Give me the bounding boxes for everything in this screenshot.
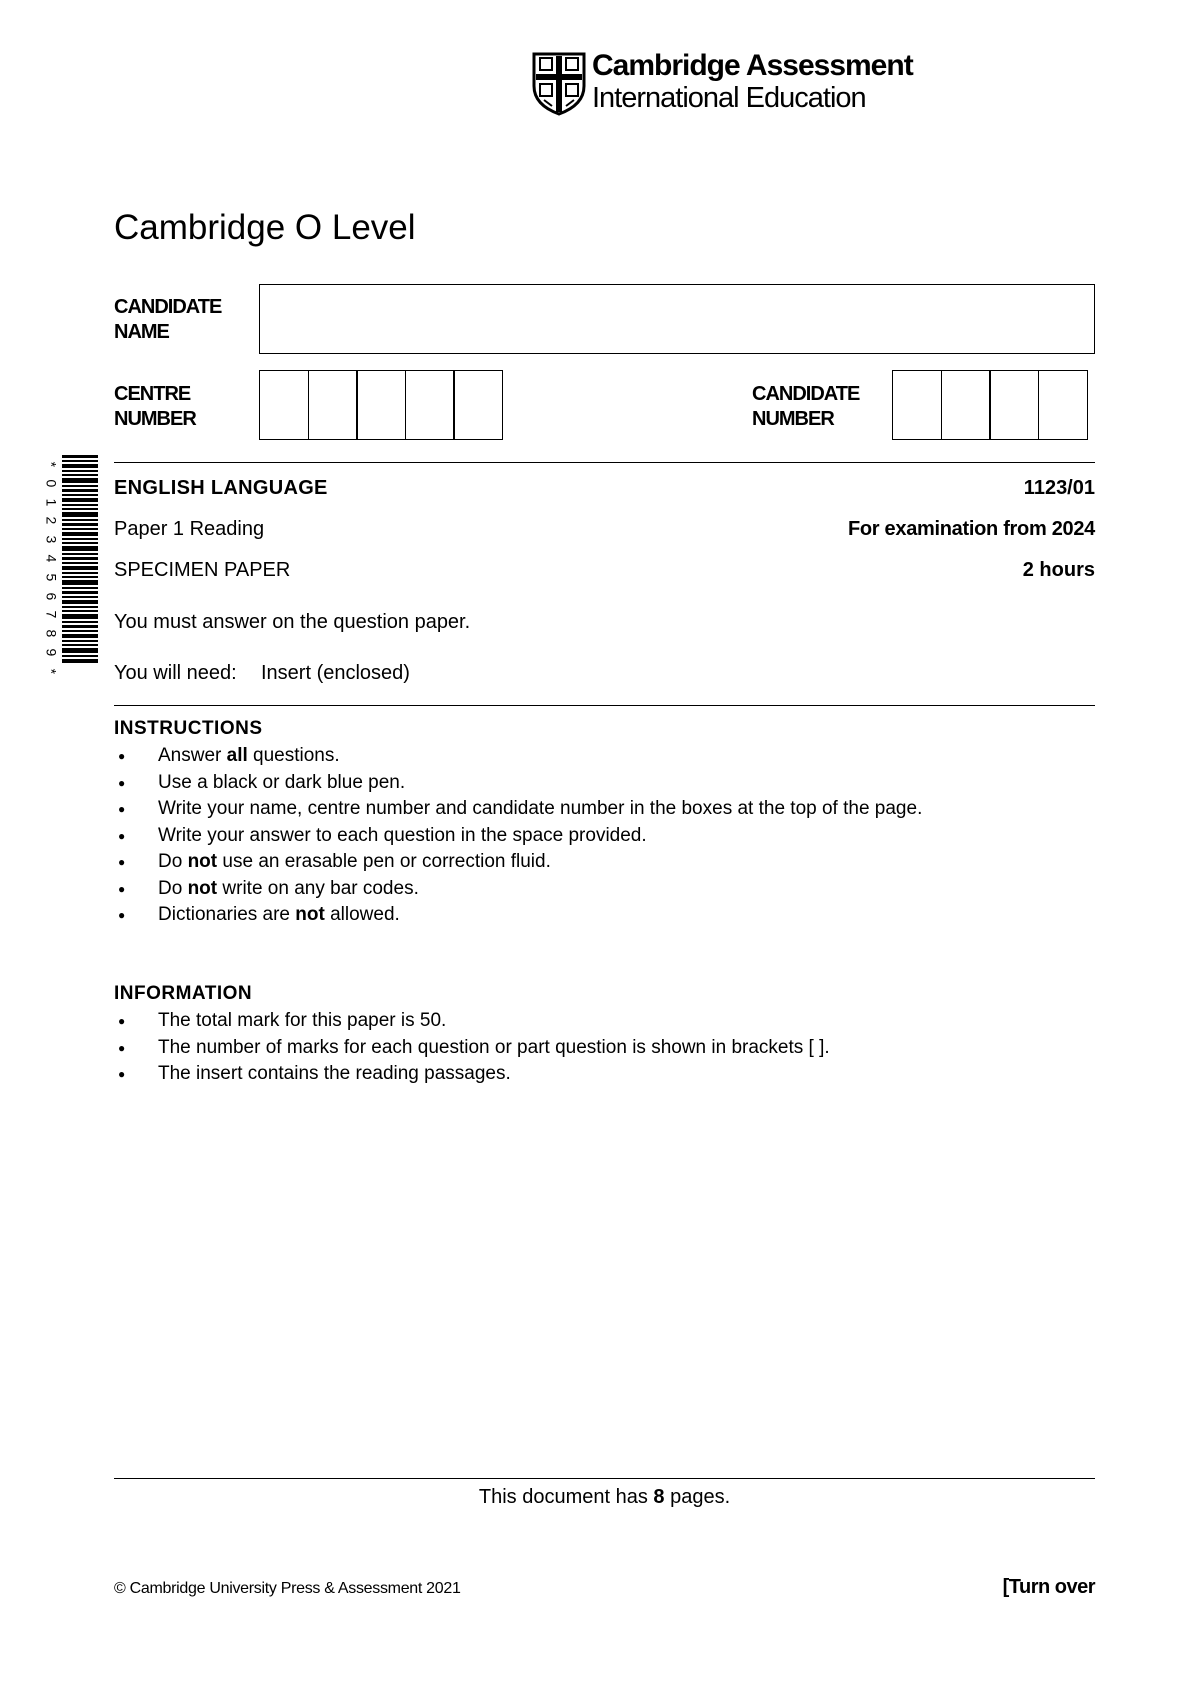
specimen-label: SPECIMEN PAPER xyxy=(114,559,291,581)
centre-number-cell[interactable] xyxy=(405,370,455,440)
cambridge-shield-icon xyxy=(532,52,586,116)
page-count-note xyxy=(114,1486,1095,1509)
centre-number-cell[interactable] xyxy=(259,370,309,440)
candidate-number-boxes xyxy=(892,370,1088,440)
instruction-item xyxy=(114,823,922,850)
information-heading: INFORMATION xyxy=(114,983,253,1004)
instructions-list xyxy=(114,743,922,929)
instruction-text: Do xyxy=(158,877,188,899)
barcode-digit: 8 xyxy=(43,629,60,638)
barcode-digit: 3 xyxy=(43,535,60,544)
barcode-digit: 6 xyxy=(43,592,60,600)
logo-line-1: Cambridge Assessment xyxy=(592,49,913,82)
page-count-suffix: pages. xyxy=(664,1486,731,1508)
barcode-digit: 4 xyxy=(43,554,60,563)
paper-code: 1123/01 xyxy=(1023,477,1095,499)
subject-title: ENGLISH LANGUAGE xyxy=(114,477,328,499)
barcode-digit: * xyxy=(43,461,60,468)
centre-number-cell[interactable] xyxy=(308,370,358,440)
instruction-item xyxy=(114,770,922,797)
page-title: Cambridge O Level xyxy=(114,208,416,247)
candidate-number-cell[interactable] xyxy=(941,370,991,440)
instruction-text: Answer xyxy=(158,745,227,766)
candidate-number-cell[interactable] xyxy=(989,370,1039,440)
divider-bottom xyxy=(114,1478,1095,1479)
centre-number-boxes xyxy=(259,370,503,440)
information-item: ● The total mark for this paper is 50. xyxy=(114,1008,830,1035)
instruction-item xyxy=(114,796,922,823)
centre-number-cell[interactable] xyxy=(356,370,406,440)
answer-note: You must answer on the question paper. xyxy=(114,611,471,633)
logo-wordmark xyxy=(592,50,913,114)
barcode-digit: 1 xyxy=(43,498,60,506)
barcode xyxy=(62,455,98,663)
centre-number-cell[interactable] xyxy=(453,370,503,440)
instruction-text: Write your answer to each question in the space provided. xyxy=(158,824,647,846)
barcode-digit: 2 xyxy=(43,516,60,525)
instruction-item xyxy=(114,876,922,903)
instruction-emphasis: not xyxy=(187,877,218,899)
instruction-text: Use a black or dark blue pen. xyxy=(158,771,406,793)
centre-number-label: CENTRE NUMBER xyxy=(114,383,196,430)
paper-name: Paper 1 Reading xyxy=(114,518,265,540)
exam-from: For examination from 2024 xyxy=(847,518,1095,540)
candidate-number-cell[interactable] xyxy=(1038,370,1088,440)
instruction-text: Dictionaries are xyxy=(158,904,296,925)
instruction-text: questions. xyxy=(247,745,340,766)
instruction-text: write on any bar codes. xyxy=(217,877,419,899)
copyright: © Cambridge University Press & Assessment 2021 xyxy=(114,1580,461,1597)
instruction-text: allowed. xyxy=(324,904,400,925)
instruction-emphasis: not xyxy=(295,904,325,925)
page-count-prefix: This document has xyxy=(478,1486,654,1508)
instruction-text: Do xyxy=(158,851,188,872)
divider-mid xyxy=(114,705,1095,706)
page-count-value: 8 xyxy=(653,1486,665,1508)
candidate-number-label: CANDIDATE NUMBER xyxy=(752,383,860,430)
instruction-text: use an erasable pen or correction fluid. xyxy=(217,851,551,872)
barcode-digit: 5 xyxy=(43,573,60,582)
candidate-name-label: CANDIDATE NAME xyxy=(114,296,222,343)
barcode-digit: * xyxy=(43,668,60,674)
need-label: You will need: xyxy=(114,662,237,684)
instruction-text: Write your name, centre number and candidate number in the boxes at the top of the page. xyxy=(158,798,923,819)
information-list xyxy=(114,1008,830,1088)
instruction-item xyxy=(114,902,922,929)
instruction-item xyxy=(114,849,922,876)
duration: 2 hours xyxy=(1022,559,1095,581)
candidate-number-cell[interactable] xyxy=(892,370,942,440)
information-item: ● The insert contains the reading passages. xyxy=(114,1061,830,1088)
turn-over: [Turn over xyxy=(1002,1576,1095,1598)
instructions-heading: INSTRUCTIONS xyxy=(114,718,263,739)
barcode-digit: 9 xyxy=(43,648,60,657)
instruction-emphasis: all xyxy=(226,745,248,766)
divider-top xyxy=(114,462,1095,463)
barcode-digit: 7 xyxy=(43,610,60,619)
information-item: ● The number of marks for each question or part question is shown in brackets [ ]. xyxy=(114,1035,830,1062)
barcode-digits xyxy=(43,455,60,674)
candidate-name-box[interactable] xyxy=(259,284,1095,354)
logo-line-2: International Education xyxy=(592,82,866,114)
need-item: Insert (enclosed) xyxy=(261,662,410,684)
barcode-digit: 0 xyxy=(43,479,60,488)
instruction-item xyxy=(114,743,922,770)
instruction-emphasis: not xyxy=(187,851,218,872)
